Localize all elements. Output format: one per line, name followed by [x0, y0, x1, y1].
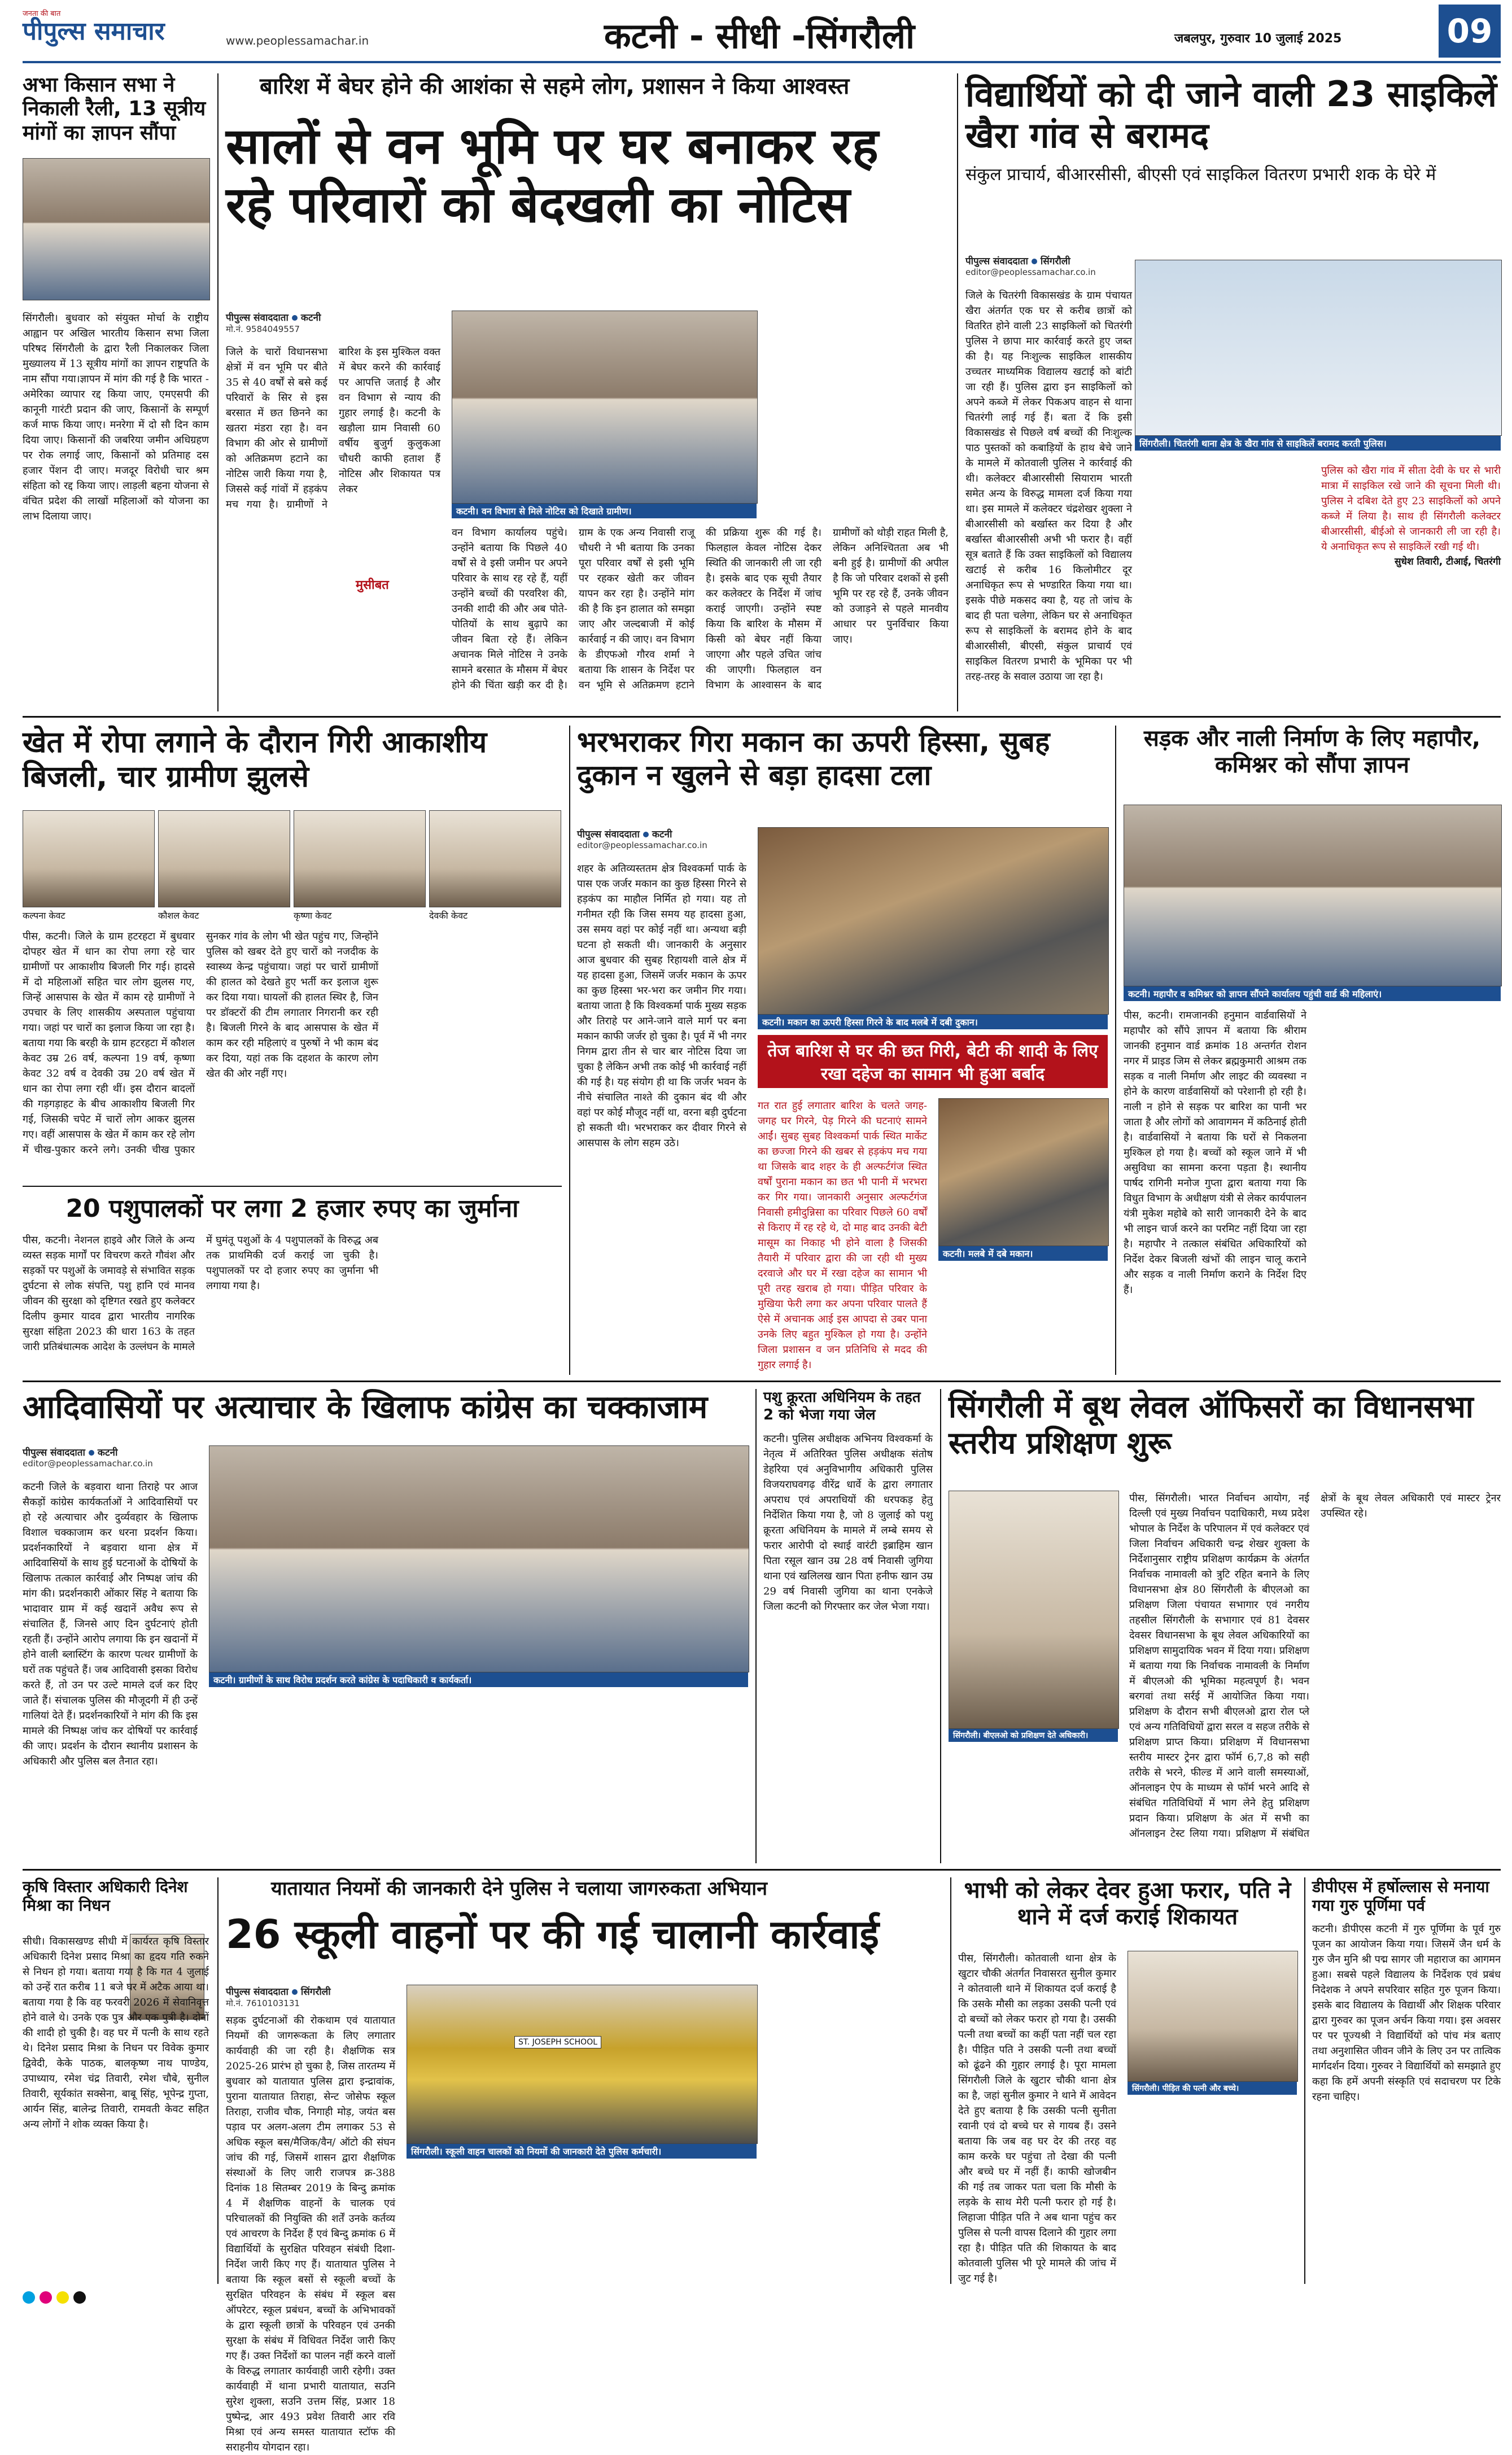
reg-mark-cyan	[23, 2291, 35, 2304]
story-fine	[23, 1194, 562, 1375]
story-blo	[949, 1389, 1501, 1863]
story-forest	[226, 73, 949, 711]
school-contact: मो.नं. 7610103131	[226, 1998, 300, 2008]
obit-headline: कृषि विस्तार अधिकारी दिनेश मिश्रा का निधन	[23, 1877, 188, 1915]
cycles-quote-author: सुधेश तिवारी, टीआई, चितरंगी	[1395, 556, 1501, 567]
story-house	[577, 726, 1108, 1375]
house-photo-caption: कटनी। मकान का ऊपरी हिस्सा गिरने के बाद मलबे में दबी दुकान।	[758, 1015, 1108, 1029]
forest-byline: पीपुल्स संवाददाता	[226, 312, 289, 324]
story-congress	[23, 1389, 748, 1863]
school-photo	[407, 1985, 758, 2144]
cycles-photo	[1135, 260, 1502, 436]
reg-mark-black	[73, 2291, 86, 2304]
page-number: 09	[1439, 5, 1501, 58]
forest-body-right: वन विभाग कार्यालय पहुंचे। उन्होंने बताया कि पिछले 40 वर्षों से वे इसी जमीन पर अपने परिवार के साथ रह रहे हैं, यहीं उन्होंने बच्चों की परवरिश की, उनकी शादी की और अब पोते-पोतियों के साथ बुढ़ापे का जीवन बिता रहे हैं। लेकिन अचानक मिले नोटिस ने उनके सामने बरसात के मौसम में बेघर होने की चिंता खड़ी कर दी है। ग्राम के एक अन्य निवासी राजू चौधरी ने भी बताया कि उनका पूरा परिवार वर्षों से इसी भूमि पर रहकर खेती कर जीवन यापन कर रहा है। उन्होंने मांग की है कि इन हालात को समझा जाए और जल्दबाजी में कोई कार्रवाई न की जाए। वन विभाग के डीएफओ गौरव शर्मा ने बताया कि शासन के निर्देश पर वन भूमि से अतिक्रमण हटाने की प्रक्रिया शुरू की गई है। फिलहाल केवल नोटिस देकर स्थिति की जानकारी ली जा रही है। इसके बाद एक सूची तैयार कर कलेक्टर के निर्देश में जांच कराई जाएगी। उन्होंने स्पष्ट किया कि बारिश के मौसम में किसी को बेघर नहीं किया जाएगा और पहले उचित जांच की जाएगी। फिलहाल वन विभाग के आश्वासन के बाद ग्रामीणों को थोड़ी राहत मिली है, लेकिन अनिश्चितता अब भी बनी हुई है। ग्रामीणों की अपील है कि जो परिवार दशकों से इसी भूमि पर रह रहे हैं, उनके जीवन को उजाड़ने से पहले मानवीय आधार पर पुनर्विचार किया जाए।	[452, 527, 949, 691]
school-byline-block	[226, 1985, 395, 2009]
forest-photo	[452, 311, 758, 504]
cycles-place: सिंगरौली	[1040, 256, 1070, 267]
house-place: कटनी	[652, 829, 672, 840]
brief-kisan	[23, 73, 209, 711]
byline-dot	[292, 315, 298, 321]
byline-dot	[89, 1450, 94, 1456]
col-divider-1	[217, 73, 219, 711]
forest-section-tag: मुसीबत	[356, 578, 389, 592]
lightning-body: पीस, कटनी। जिले के ग्राम हटरहटा में बुधवार दोपहर खेत में धान का रोपा लगा रहे चार ग्रामीणों पर आकाशीय बिजली गिर गई। हादसे में दो महिलाओं सहित चार लोग झुलस गए, जिन्हें आसपास के खेत में काम रहे ग्रामीणों ने उपचार के लिए शासकीय अस्पताल पहुंचाया गया। जहां पर चारों का इलाज किया जा रहा है। बताया गया कि बरही के ग्राम हटरहटा में कौशल केवट उम्र 26 वर्ष, कल्पना 19 वर्ष, कृष्णा केवट 32 वर्ष व देवकी उम्र 20 वर्ष खेत में धान का रोपा लगा रही थीं। इस दौरान बादलों की गड़गड़ाहट के बीच आकाशीय बिजली गिर गई, जिसकी चपेट में चारों लोग आकर झुलस गए। वहीं आसपास के खेत में काम कर रहे लोग में चीख-पुकार करने लगे। उनकी चीख पुकार सुनकर गांव के लोग भी खेत पहुंच गए, जिन्होंने पुलिस को खबर देते हुए चारों को नजदीक के स्वास्थ्य केन्द्र पहुंचाया। जहां पर चारों ग्रामीणों की हालत को देखते हुए भर्ती कर इलाज शुरू कर दिया गया। घायलों की हालत स्थिर है, जिन पर डॉक्टरों की टीम लगातार निगरानी कर रही है। बिजली गिरने के बाद आसपास के खेत में काम कर रही महिलाएं व पुरुषों ने भी काम बंद कर दिया, यहां तक कि दहशत के कारण लोग खेत की ओर नहीं गए।	[23, 931, 378, 1156]
cycles-body: जिले के चितरंगी विकासखंड के ग्राम पंचायत खैरा अंतर्गत एक घर से करीब छात्रों को वितरित होने वाली 23 साइकिलों को चितरंगी पुलिस ने छापा मार कार्रवाई करते हुए जब्त की है। यह निःशुल्क साइकिल शासकीय उच्चतर माध्यमिक विद्यालय खटाई को बांटी जा रही हैं। पुलिस द्वारा इन साइकिलों को अपने कब्जे में लेकर पिकअप वाहन से थाना चितरंगी लाई गई हैं। बता दें कि इसी विकासखंड से पिछले वर्ष बच्चों की निःशुल्क पाठ पुस्तकों को कबाड़ियों के हाथ बेचे जाने के मामले में कोतवाली पुलिस ने कार्रवाई की थी। कलेक्टर बीआरसीसी सियाराम भारती समेत अन्य के विरुद्ध मामला दर्ज किया गया था। इस मामले में कलेक्टर चंद्रशेखर शुक्ला ने बीआरसीसी को बर्खास्त कर दिया है और बर्खास्त बीआरसीसी अभी भी फरार है। वहीं सूत्र बताते हैं कि उक्त साइकिलों को विद्यालय खटाई से करीब 16 किलोमीटर दूर अनाधिकृत रूप से भण्डारित किया गया था। इसके पीछे मकसद क्या है, यह तो जांच के बाद ही पता चलेगा, लेकिन घर से अनाधिकृत रूप से साइकिलों के बरामद होने के बाद बीआरसीसी, बीएसी, संकुल प्राचार्य एवं साइकिल वितरण प्रभारी के भूमिका पर भी तरह-तरह के सवाल उठाया जा रहा है।	[965, 290, 1132, 683]
col-divider-8	[950, 1877, 951, 2284]
byline-dot	[292, 1989, 298, 1995]
lightning-headline: खेत में रोपा लगाने के दौरान गिरी आकाशीय बिजली, चार ग्रामीण झुलसे	[23, 726, 487, 794]
section-title: कटनी - सीधी -सिंगरौली	[604, 15, 915, 56]
row-divider-3	[23, 1869, 1501, 1871]
dps-body: कटनी। डीपीएस कटनी में गुरु पूर्णिमा के पूर्व गुरु पूजन का आयोजन किया गया। जिसमें जैन धर्म के गुरु जैन मुनि श्री पद्म सागर जी महाराज का आगमन हुआ। सबसे पहले विद्यालय के निर्देशक एवं प्रबंध निदेशक ने अपने सपरिवार सहित गुरु पूजन किया। इसके बाद विद्यालय के विद्यार्थी और शिक्षक परिवार द्वारा गुरुवर का पूजन अर्चन किया गया। इस अवसर पर पर पूज्यश्री ने विद्यार्थियों को पांच मंत्र बताए तथा अनुशासित जीवन जीने के लिए उन पर तात्विक मार्गदर्शन दिया। गुरुवर ने विद्यार्थियों को समझाते हुए कहा कि हमें अपनी संस्कृति एवं सदाचरण पर टिके रहना चाहिए।	[1312, 1923, 1501, 2103]
congress-place: कटनी	[97, 1447, 118, 1458]
obit-body: सीधी। विकासखण्ड सीधी में कार्यरत कृषि विस्तार अधिकारी दिनेश प्रसाद मिश्रा का हृदय गति रुकने से निधन हो गया। बताया गया है कि गत 4 जुलाई को उन्हें रात करीब 11 बजे घर में अटैक आया था। बताया गया है कि वह फरवरी 2026 में सेवानिवृत्त होने वाले थे। उनके एक पुत्र और एक पुत्री है। दोनों की शादी हो चुकी है। वह घर में पत्नी के साथ रहते थे। दिनेश प्रसाद मिश्रा के निधन पर विवेक कुमार द्विवेदी, केके पाठक, बालकृष्ण नाथ पाण्डेय, उपाध्याय, रमेश चंद्र तिवारी, रमेश चौबे, सुनील तिवारी, सूर्यकांत सक्सेना, बाबू सिंह, भूपेन्द्र गुप्ता, आर्यन सिंह, बालेन्द्र तिवारी, रामवती केवट सहित अन्य लोगों ने शोक व्यक्त किया है।	[23, 1936, 209, 2130]
mayor-headline: सड़क और नाली निर्माण के लिए महापौर, कमिश्नर को सौंपा ज्ञापन	[1143, 726, 1481, 779]
cruelty-headline: पशु क्रूरता अधिनियम के तहत 2 को भेजा गया जेल	[763, 1389, 921, 1423]
blo-photo	[949, 1491, 1119, 1729]
bhabhi-body: पीस, सिंगरौली। कोतवाली थाना क्षेत्र के खुटार चौकी अंतर्गत निवासरत सुनील कुमार ने कोतवाली थाने में शिकायत दर्ज कराई है कि उसके मौसी का लड़का उसकी पत्नी एवं दो बच्चों को लेकर फरार हो गया है। उसकी पत्नी तथा बच्चों का कहीं पता नहीं चल रहा है। पीड़ित पति ने उसकी पत्नी तथा बच्चों को ढूंढने की गुहार लगाई है। पूरा मामला सिंगरौली जिले के खुटार चौकी थाना क्षेत्र का है, जहां सुनील कुमार ने थाने में आवेदन देते हुए बताया है कि उसकी पत्नी सुनीता रवानी एवं दो बच्चे घर से गायब हैं। उसने बताया कि जब वह घर देर की तरह वह काम करके घर पहुंचा तो देखा की पत्नी और बच्चे घर में नहीं हैं। काफी खोजबीन की गई तब जाकर पता चला कि मौसी के लड़के के साथ मेरी पत्नी फरार हो गई है। लिहाजा पीड़ित पति ने अब थाना पहुंच कर पुलिस से पत्नी वापस दिलाने की गुहार लगा रहा है। पीड़ित पति की शिकायत के बाद कोतवाली पुलिस भी पूरे मामले की जांच में जुट गई है।	[958, 1952, 1116, 2284]
house-body: शहर के अतिव्यस्ततम क्षेत्र विश्वकर्मा पार्क के पास एक जर्जर मकान का कुछ हिस्सा गिरने से हड़कंप का माहौल निर्मित हो गया। यह तो गनीमत रही कि जिस समय यह हादसा हुआ, उस समय वहां पर कोई नहीं था। अन्यथा बड़ी घटना हो सकती थी। जानकारी के अनुसार आज बुधवार की सुबह रिहायशी वाले क्षेत्र में यह हादसा हुआ, जिसमें जर्जर मकान के ऊपर का कुछ हिस्सा भर-भरा कर जमीन गिर गया। बताया जाता है कि विश्वकर्मा पार्क मुख्य सड़क और तिराहे पर आने-जाने वाले मार्ग पर बना मकान काफी जर्जर हो चुका है। पूर्व में भी नगर निगम द्वारा तीन से चार बार नोटिस दिया जा चुका है लेकिन अभी तक कोई भी कार्रवाई नहीं की गई है। यह संयोग ही था कि जर्जर भवन के नीचे संचालित नाश्ते की दुकान बंद थी और वहां पर कोई मौजूद नहीं था, वरना बड़ी दुर्घटना हो सकती थी। भरभराकर कर दीवार गिरने से आसपास के लोग सहम उठे।	[577, 863, 746, 1149]
mayor-body: पीस, कटनी। रामजानकी हनुमान वार्डवासियों ने महापौर को सौंपे ज्ञापन में बताया कि श्रीराम जानकी हनुमान वार्ड क्रमांक 18 अन्तर्गत रोशन नगर में प्राइड जिम से लेकर ब्रह्मकुमारी आश्रम तक सड़क व नाली निर्माण और लाइट की व्यवस्था न होने के कारण वार्डवासियों को परेशानी हो रही है। नाली न होने से सड़क पर बारिश का पानी भर जाता है और लोगों को आवागमन में कठिनाई होती है। वार्डवासियों ने बताया कि घरों से निकलना मुश्किल हो गया है। बच्चों को स्कूल जाने में भी असुविधा का सामना करना पड़ता है। स्थानीय पार्षद रागिनी मनोज गुप्ता द्वारा बताया गया कि विधुत विभाग के अधीक्षण यंत्री से लेकर कार्यपालन यंत्री मुकेश महोबे को सारी जानकारी देने के बाद भी लाइन चार्ज करने का परमिट नहीं दिया जा रहा है। महापौर ने तत्काल संबंधित अधिकारियों को निर्देश देकर बिजली खंभों की लाइन चालू कराने और सड़क व नाली निर्माण कराने के निर्देश दिए हैं।	[1124, 1010, 1306, 1296]
cycles-quote-box	[1321, 463, 1501, 689]
reg-mark-magenta	[40, 2291, 52, 2304]
story-mayor	[1124, 726, 1501, 1375]
col-divider-9	[1304, 1877, 1305, 2284]
school-photo-caption: सिंगरौली। स्कूली वाहन चालकों को नियमों की जानकारी देते पुलिस कर्मचारी।	[407, 2144, 757, 2159]
lightning-photo-strip	[23, 810, 562, 923]
school-kicker: यातायात नियमों की जानकारी देने पुलिस ने चलाया जागरुकता अभियान	[271, 1877, 767, 1900]
dps-headline: डीपीएस में हर्षोल्लास से मनाया गया गुरु पूर्णिमा पर्व	[1312, 1877, 1489, 1915]
bhabhi-photo	[1128, 1951, 1298, 2082]
lightning-label-3: कृष्णा केवट	[294, 910, 332, 921]
col-divider-7	[217, 1877, 219, 2284]
school-byline: पीपुल्स संवाददाता	[226, 1986, 289, 1998]
forest-contact: मो.नं. 9584049557	[226, 324, 300, 334]
congress-body-a: कटनी जिले के बड़वारा थाना तिराहे पर आज सैकड़ों कांग्रेस कार्यकर्ताओं ने आदिवासियों पर हो रहे अत्याचार और दुर्व्यवहार के खिलाफ विशाल चक्काजाम कर धरना प्रदर्शन किया। प्रदर्शनकारियों ने बड़वारा थाना क्षेत्र में आदिवासियों के साथ हुई घटनाओं के दोषियों के खिलाफ तत्काल कार्रवाई और निष्पक्ष जांच की मांग की। प्रदर्शनकारी ओंकार सिंह ने बताया कि भादावार ग्राम में कई खदानें अवैध रूप से संचालित हैं, जिनसे आए दिन दुर्घटनाएं होती रहती हैं। उन्होंने आरोप लगाया कि इन खदानों में होने वाली ब्लास्टिंग के कारण पत्थर ग्रामीणों के घरों तक पहुंचते हैं। जब आदिवासी इसका विरोध करते हैं, तो उन पर उल्टे मामले दर्ज कर दिए जाते हैं। संचालक पुलिस की मौजूदगी में ही उन्हें गालियां देते हैं। प्रदर्शनकारियों ने मांग की कि इस मामले की निष्पक्ष जांच कर दोषियों पर कार्रवाई की जाए। प्रदर्शन के दौरान स्थानीय प्रशासन के अधिकारी और पुलिस बल तैनात रहा।	[23, 1481, 198, 1767]
bhabhi-photo-caption: सिंगरौली। पीड़ित की पत्नी और बच्चे।	[1128, 2082, 1297, 2095]
forest-place: कटनी	[300, 312, 321, 324]
brief-kisan-body: सिंगरौली। बुधवार को संयुक्त मोर्चा के राष्ट्रीय आह्वान पर अखिल भारतीय किसान सभा जिला परिषद सिंगरौली के द्वारा रैली निकालकर जिला मुख्यालय में 13 सूत्रीय मांगों का ज्ञापन राष्ट्रपति के नाम सौंपा गया।ज्ञापन में मांग की गई है कि भारत - अमेरिका व्यापार रद्द किया जाए, एमएसपी की कानूनी गारंटी प्रदान की जाए, किसानों के सम्पूर्ण कर्ज माफ किया जाए। मनरेगा में दो सौ दिन काम दिया जाए। किसानों की जबरिया जमीन अधिग्रहण पर रोक लगाई जाए, किसानों को प्रतिमाह दस हजार पेंशन दी जाए। मजदूर विरोधी चार श्रम संहिता को रद्द किया जाए। लाड़ली बहना योजना से वंचित प्रदेश की लाखों महिलाओं को योजना का लाभ दिलाया जाए।	[23, 312, 209, 522]
row-divider-2	[23, 1381, 1501, 1382]
house-sub-banner: तेज बारिश से घर की छत गिरी, बेटी की शादी के लिए रखा दहेज का सामान भी हुआ बर्बाद	[758, 1035, 1108, 1088]
story-cruelty	[763, 1389, 933, 1863]
cycles-byline: पीपुल्स संवाददाता	[965, 256, 1028, 267]
byline-dot	[643, 832, 649, 837]
mayor-photo	[1124, 805, 1502, 986]
mayor-photo-caption: कटनी। महापौर व कमिश्नर को ज्ञापन सौंपने कार्यालय पहुंची वार्ड की महिलाएं।	[1124, 986, 1501, 1001]
lightning-photo-4	[429, 810, 561, 907]
blo-headline: सिंगरौली में बूथ लेवल ऑफिसरों का विधानसभा स्तरीय प्रशिक्षण शुरू	[949, 1389, 1474, 1461]
cycles-email[interactable]: editor@peoplessamachar.co.in	[965, 267, 1096, 277]
house-sub-body: गत रात हुई लगातार बारिश के चलते जगह-जगह घर गिरने, पेड़ गिरने की घटनाएं सामने आईं। सुबह सुबह विश्वकर्मा पार्क स्थित मार्केट का छज्जा गिरने की खबर से हड़कंप मच गया था जिसके बाद शहर के ही अल्फर्टगंज स्थित वर्षों पुराना मकान का छत भी पानी में भरभरा कर गिर गया। जानकारी अनुसार अल्फर्टगंज निवासी हमीदुन्निसा का परिवार पिछले 60 वर्षों से किराए में रह रहे थे, दो माह बाद उनकी बेटी मासूम का निकाह भी होने वाला है जिसकी तैयारी में परिवार द्वारा की जा रही थी मुख्य दरवाजे और घर में रखा दहेज का सामान भी पूरी तरह खराब हो गया। पीड़ित परिवार के मुखिया फेरी लगा कर अपना परिवार पालते हैं ऐसे में अचानक आई इस आपदा से उबर पाना उनके लिए बहुत मुश्किल हो गया है। उन्होंने जिला प्रशासन व जन प्रतिनिधि से मदद की गुहार लगाई है।	[758, 1100, 927, 1371]
paper-logo	[23, 8, 215, 47]
house-sub-photo-caption: कटनी। मलबे में दबे मकान।	[938, 1246, 1108, 1261]
col-divider-3	[569, 726, 570, 1375]
lightning-label-1: कल्पना केवट	[23, 910, 65, 921]
school-headline: 26 स्कूली वाहनों पर की गई चालानी कार्रवाई	[226, 1911, 879, 1958]
cruelty-body: कटनी। पुलिस अधीक्षक अभिनय विश्वकर्मा के नेतृत्व में अतिरिक्त पुलिस अधीक्षक संतोष डेहरिया एवं अनुविभागीय अधिकारी पुलिस विजयराघवगढ़ वीरेंद्र धार्वे के द्वारा लगातार अपराध एवं अपराधियों की धरपकड़ हेतु निर्देशित किया गया है, जो 8 जुलाई को पशु क्रूरता अधिनियम के मामले में लम्बे समय से फरार आरोपी दो स्थाई वारंटी इब्राहिम खान पिता रसूल खान उम्र 28 वर्ष निवासी जुगिया थाना एवं खलिलख खान पिता हनीफ खान उम्र 29 वर्ष निवासी जुगिया का थाना एनकेजे जिला कटनी को गिरफ्तार कर जेल भेजा गया।	[763, 1433, 933, 1613]
forest-byline-block	[226, 311, 440, 335]
blo-photo-caption: सिंगरौली। बीएलओ को प्रशिक्षण देते अधिकारी।	[949, 1729, 1118, 1742]
school-place: सिंगरौली	[300, 1986, 331, 1998]
blo-body: पीस, सिंगरौली। भारत निर्वाचन आयोग, नई दिल्ली एवं मुख्य निर्वाचन पदाधिकारी, मध्य प्रदेश भोपाल के निर्देश के परिपालन में एवं कलेक्टर एवं जिला निर्वाचन अधिकारी चन्द्र शेखर शुक्ला के निर्देशानुसार राष्ट्रीय प्रशिक्षण कार्यक्रम के अंतर्गत निर्वाचक नामावली को त्रुटि रहित बनाने के लिए विधानसभा क्षेत्र 80 सिंगरौली के बीएलओ का प्रशिक्षण जिला पंचायत सभागार एवं नगरीय तहसील सिंगरौली के सभागार एवं 81 देवसर देवसर विधानसभा के बूथ लेवल अधिकारियों का प्रशिक्षण सामुदायिक भवन में दिया गया। प्रशिक्षण में बताया गया कि निर्वाचक नामावली के निर्माण में बीएलओ की भूमिका महत्वपूर्ण है। भवन बरगवां तथा सर्रई में आयोजित किया गया। प्रशिक्षण के दौरान सभी बीएलओ द्वारा रोल प्ले एवं अन्य गतिविधियों द्वारा सरल व सहज तरीके से प्रशिक्षण प्राप्त किया। प्रशिक्षण में विधानसभा स्तरीय मास्टर ट्रेनर द्वारा फॉर्म 6,7,8 को सही तरीके से भरने, फील्ड में आने वाली समस्याओं, ऑनलाइन ऐप के माध्यम से फॉर्म भरने आदि से संबंधित गतिविधियों में भाग लेने हेतु प्रशिक्षण प्रदान किया। प्रशिक्षण के अंत में सभी का ऑनलाइन टेस्ट लिया गया। प्रशिक्षण में संबंधित क्षेत्रों के बूथ लेवल अधिकारी एवं मास्टर ट्रेनर उपस्थित रहे।	[1129, 1492, 1501, 1840]
col-divider-5	[755, 1389, 757, 1863]
house-sub-photo	[938, 1098, 1109, 1246]
bhabhi-headline: भाभी को लेकर देवर हुआ फरार, पति ने थाने में दर्ज कराई शिकायत	[964, 1877, 1291, 1930]
congress-photo	[209, 1445, 749, 1672]
col-divider-6	[940, 1389, 941, 1863]
congress-byline-block	[23, 1445, 198, 1469]
lightning-label-4: देवकी केवट	[429, 910, 468, 921]
congress-byline: पीपुल्स संवाददाता	[23, 1447, 85, 1458]
story-obit	[23, 1877, 209, 2284]
paper-name: पीपुल्स समाचार	[23, 17, 165, 46]
cycles-photo-caption: सिंगरौली। चितरंगी थाना क्षेत्र के खैरा गांव से साइकिलें बरामद करती पुलिस।	[1135, 436, 1501, 451]
story-cycles	[965, 73, 1501, 711]
house-byline-block	[577, 827, 746, 850]
lightning-photo-2	[158, 810, 290, 907]
cycles-quote: पुलिस को खैरा गांव में सीता देवी के घर से भारी मात्रा में साइकिल रखे जाने की सूचना मिली थी। पुलिस ने दबिश देते हुए 23 साइकिलों को अपने कब्जे में लिया है। साथ ही सिंगरौली कलेक्टर बीआरसीसी, बीईओ से जानकारी ली जा रही है। ये अनाधिकृत रूप से साइकिलें रखी गई थी।	[1321, 465, 1501, 553]
row-divider-fine	[23, 1186, 562, 1187]
lightning-photo-1	[23, 810, 155, 907]
story-lightning	[23, 726, 562, 1183]
lightning-label-2: कौशल केवट	[158, 910, 199, 921]
fine-body: पीस, कटनी। नेशनल हाइवे और जिले के अन्य व्यस्त सड़क मार्गों पर विचरण करते गौवंश और सड़कों पर पशुओं के जमावड़े से संभावित सड़क दुर्घटना से लोक संपत्ति, पशु हानि एवं मानव जीवन की सुरक्षा को दृष्टिगत रखते हुए कलेक्टर दिलीप कुमार यादव द्वारा भारतीय नागरिक सुरक्षा संहिता 2023 की धारा 163 के तहत जारी प्रतिबंधात्मक आदेश के उल्लंघन के मामले में घुमंतू पशुओं के 4 पशुपालकों के विरुद्ध अब तक प्राथमिकी दर्ज कराई जा चुकी है। पशुपालकों पर दो हजार रुपए का जुर्माना भी लगाया गया है।	[23, 1234, 378, 1353]
forest-body-left: जिले के चारों विधानसभा क्षेत्रों में वन भूमि पर बीते 35 से 40 वर्षों से बसे कई परिवारों के सिर से इस बरसात में छत छिनने का खतरा मंडरा रहा है। वन विभाग की ओर से ग्रामीणों को अतिक्रमण हटाने का नोटिस जारी किया गया है, जिससे कई गांवों में हड़कंप मच गया है। ग्रामीणों ने बारिश के इस मुश्किल वक्त में बेघर करने की कार्रवाई पर आपत्ति जताई है और वन विभाग से न्याय की गुहार लगाई है। कटनी के खड़ौला ग्राम निवासी 60 वर्षीय बुजुर्ग कुलुकआ चौधरी काफी हताश हैं नोटिस और शिकायत पत्र लेकर	[226, 346, 440, 510]
cycles-deck: संकुल प्राचार्य, बीआरसीसी, बीएसी एवं साइकिल वितरण प्रभारी शक के घेरे में	[965, 165, 1436, 185]
congress-email[interactable]: editor@peoplessamachar.co.in	[23, 1458, 153, 1469]
col-divider-2	[957, 73, 958, 711]
dateline: जबलपुर, गुरुवार 10 जुलाई 2025	[1174, 32, 1342, 46]
house-headline: भरभराकर गिरा मकान का ऊपरी हिस्सा, सुबह दुकान न खुलने से बड़ा हादसा टला	[577, 726, 1050, 792]
brief-kisan-photo	[23, 158, 210, 300]
brief-kisan-headline: अभा किसान सभा ने निकाली रैली, 13 सूत्रीय मांगों का ज्ञापन सौंपा	[23, 73, 206, 145]
reg-mark-yellow	[56, 2291, 69, 2304]
registration-marks	[23, 2291, 1501, 2306]
story-bhabhi	[958, 1877, 1297, 2284]
house-email[interactable]: editor@peoplessamachar.co.in	[577, 840, 707, 850]
col-divider-4	[1115, 726, 1116, 1375]
congress-photo-caption: कटनी। ग्रामीणों के साथ विरोध प्रदर्शन करते कांग्रेस के पदाधिकारी व कार्यकर्ता।	[209, 1672, 748, 1687]
website-url[interactable]: www.peoplessamachar.in	[226, 34, 369, 47]
row-divider-1	[23, 716, 1501, 718]
forest-photo-caption: कटनी। वन विभाग से मिले नोटिस को दिखाते ग्रामीण।	[452, 504, 757, 518]
house-photo	[758, 827, 1109, 1015]
byline-dot	[1032, 259, 1037, 264]
lightning-photo-3	[294, 810, 426, 907]
cycles-headline: विद्यार्थियों को दी जाने वाली 23 साइकिलें खैरा गांव से बरामद	[965, 73, 1497, 156]
forest-headline: सालों से वन भूमि पर घर बनाकर रह रहे परिवारों को बेदखली का नोटिस	[226, 117, 879, 234]
story-dps	[1312, 1877, 1501, 2284]
story-school	[226, 1877, 943, 2453]
fine-headline: 20 पशुपालकों पर लगा 2 हजार रुपए का जुर्माना	[65, 1194, 519, 1223]
masthead	[0, 0, 1512, 62]
school-body: सड़क दुर्घटनाओं की रोकथाम एवं यातायात नियमों की जागरूकता के लिए लगातार कार्यवाही की जा रही है। शैक्षणिक सत्र 2025-26 प्रारंभ हो चुका है, जिस तारतम्य में बुधवार को यातायात पुलिस द्वारा इन्द्रावांक, पुराना यातायात तिराहा, सेन्ट जोसेफ स्कूल तिराहा, राजीव चौक, निगाही मोड़, जयंत बस पड़ाव पर अलग-अलग टीम लगाकर 53 से अधिक स्कूल बस/मैजिक/वैन/ ऑटो की संघन जांच की गई, जिसमें शासन द्वारा शैक्षणिक संस्थाओं के लिए जारी राजपत्र क्र-388 दिनांक 18 सितम्बर 2019 के बिन्दु क्रमांक 4 में शैक्षणिक वाहनों के चालक एवं परिचालकों की नियुक्ति की शर्तें उनके कर्तव्य एवं आचरण के निर्देश हैं एवं बिन्दु क्रमांक 6 में विद्यार्थियों के सुरक्षित परिवहन संबंधी दिशा-निर्देश जारी किए गए हैं। यातायात पुलिस ने बताया कि स्कूल बसों से स्कूली बच्चों के सुरक्षित परिवहन के संबंध में स्कूल बस ऑपरेटर, स्कूल प्रबंधन, बच्चों के अभिभावकों के द्वारा स्कूली छात्रों के परिवहन एवं उनकी सुरक्षा के संबंध में विधिवत निर्देश जारी किए गए हैं। उक्त निर्देशों का पालन नहीं करने वालों के विरुद्ध लगातार कार्यवाही जारी रहेगी। उक्त कार्यवाही में थाना प्रभारी यातायात, सउनि सुरेश शुक्ला, सउनि उत्तम सिंह, प्रआर 18 पुष्पेन्द्र, आर 493 प्रवेश तिवारी आर रवि मिश्रा एवं अन्य समस्त यातायात स्टॉफ की सराहनीय योगदान रहा।	[226, 2015, 395, 2453]
masthead-rule	[23, 61, 1501, 63]
congress-headline: आदिवासियों पर अत्याचार के खिलाफ कांग्रेस का चक्काजाम	[23, 1389, 708, 1426]
forest-kicker: बारिश में बेघर होने की आशंका से सहमे लोग, प्रशासन ने किया आश्वस्त	[260, 73, 850, 99]
house-byline: पीपुल्स संवाददाता	[577, 829, 640, 840]
bus-sign: ST. JOSEPH SCHOOL	[514, 2036, 601, 2048]
paper-tagline: जनता की बात	[23, 10, 61, 18]
